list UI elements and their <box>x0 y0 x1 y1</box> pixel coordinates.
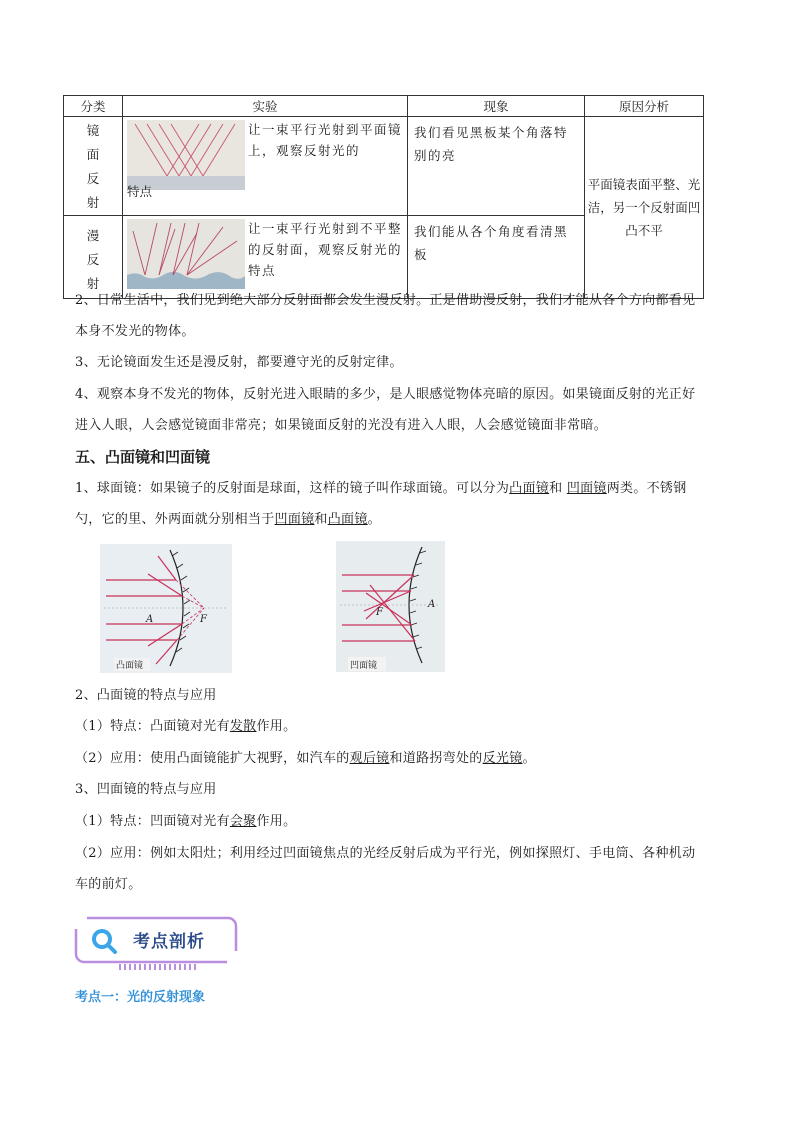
header-reason: 原因分析 <box>585 96 704 117</box>
kaodian-title: 考点一：光的反射现象 <box>75 990 206 1005</box>
category-specular: 镜 面 反 射 <box>64 117 123 216</box>
experiment-diffuse-text: 让一束平行光射到不平整的反射面，观察反射光的特点 <box>248 221 403 278</box>
convex-mirror-figure <box>100 544 232 673</box>
experiment-specular-text: 让一束平行光射到平面镜上，观察反射光的 <box>248 122 403 158</box>
experiment-specular-tail: 特点 <box>127 184 153 199</box>
concave-label: 凹面镜 <box>350 661 378 671</box>
badge-label: 考点剖析 <box>133 932 205 952</box>
convex-mirror-diagram <box>100 544 232 673</box>
spherical-mirror-line-1: 1、球面镜：如果镜子的反射面是球面，这样的镜子叫作球面镜。可以分为凸面镜和 凹面镜两类。不锈钢 <box>75 481 687 496</box>
header-category: 分类 <box>64 96 123 117</box>
convex-focus-f: F <box>200 614 207 625</box>
concave-point-a: A <box>428 599 436 610</box>
convex-section-title: 2、凸面镜的特点与应用 <box>75 688 217 703</box>
answer-inner-concave: 凹面镜 <box>274 512 315 527</box>
paragraph-2-line-1: 2、日常生活中，我们见到绝大部分反射面都会发生漫反射。正是借助漫反射，我们才能从各个方向都看见 <box>75 293 696 308</box>
answer-reflector: 反光镜 <box>482 751 523 766</box>
spherical-mirror-line-2: 勺，它的里、外两面就分别相当于凹面镜和凸面镜。 <box>75 512 381 527</box>
header-experiment: 实验 <box>123 96 408 117</box>
concave-application-line-2: 车的前灯。 <box>75 877 142 892</box>
answer-diverge: 发散 <box>229 719 257 734</box>
concave-section-title: 3、凹面镜的特点与应用 <box>75 782 217 797</box>
convex-label: 凸面镜 <box>116 661 144 671</box>
answer-converge: 会聚 <box>229 814 257 829</box>
section-5-title: 五、凸面镜和凹面镜 <box>75 448 211 466</box>
category-diffuse: 漫 反 射 <box>64 216 123 299</box>
paragraph-3: 3、无论镜面发生还是漫反射，都要遵守光的反射定律。 <box>75 355 403 370</box>
answer-convex-mirror: 凸面镜 <box>509 481 550 496</box>
paragraph-4-line-2: 进入人眼，人会感觉镜面非常亮；如果镜面反射的光没有进入人眼，人会感觉镜面非常暗。 <box>75 418 608 433</box>
answer-outer-convex: 凸面镜 <box>327 512 368 527</box>
diffuse-reflection-photo <box>127 219 245 289</box>
convex-application: （2）应用：使用凸面镜能扩大视野，如汽车的观后镜和道路拐弯处的反光镜。 <box>75 751 536 766</box>
paragraph-2-line-2: 本身不发光的物体。 <box>75 324 195 339</box>
reason-analysis: 平面镜表面平整、光洁，另一个反射面凹凸不平 <box>585 117 704 299</box>
phenomenon-diffuse: 我们能从各个角度看清黑板 <box>408 216 585 299</box>
phenomenon-specular: 我们看见黑板某个角落特别的亮 <box>408 117 585 216</box>
answer-rearview-mirror: 观后镜 <box>349 751 390 766</box>
answer-concave-mirror: 凹面镜 <box>566 481 607 496</box>
reflection-classification-table <box>63 95 704 299</box>
concave-feature: （1）特点：凹面镜对光有会聚作用。 <box>75 814 297 829</box>
concave-mirror-figure <box>336 541 445 672</box>
analysis-badge <box>73 915 241 971</box>
experiment-specular <box>123 117 408 216</box>
concave-focus-f: F <box>376 607 383 618</box>
convex-point-a: A <box>146 614 154 625</box>
header-phenomenon: 现象 <box>408 96 585 117</box>
concave-mirror-diagram <box>336 541 445 672</box>
convex-feature: （1）特点：凸面镜对光有发散作用。 <box>75 719 297 734</box>
specular-reflection-photo <box>127 120 245 190</box>
paragraph-4-line-1: 4、观察本身不发光的物体，反射光进入眼睛的多少，是人眼感觉物体亮暗的原因。如果镜面反射的光正好 <box>75 387 696 402</box>
concave-application-line-1: （2）应用：例如太阳灶；利用经过凹面镜焦点的光经反射后成为平行光，例如探照灯、手电筒、各种机动 <box>75 846 696 861</box>
